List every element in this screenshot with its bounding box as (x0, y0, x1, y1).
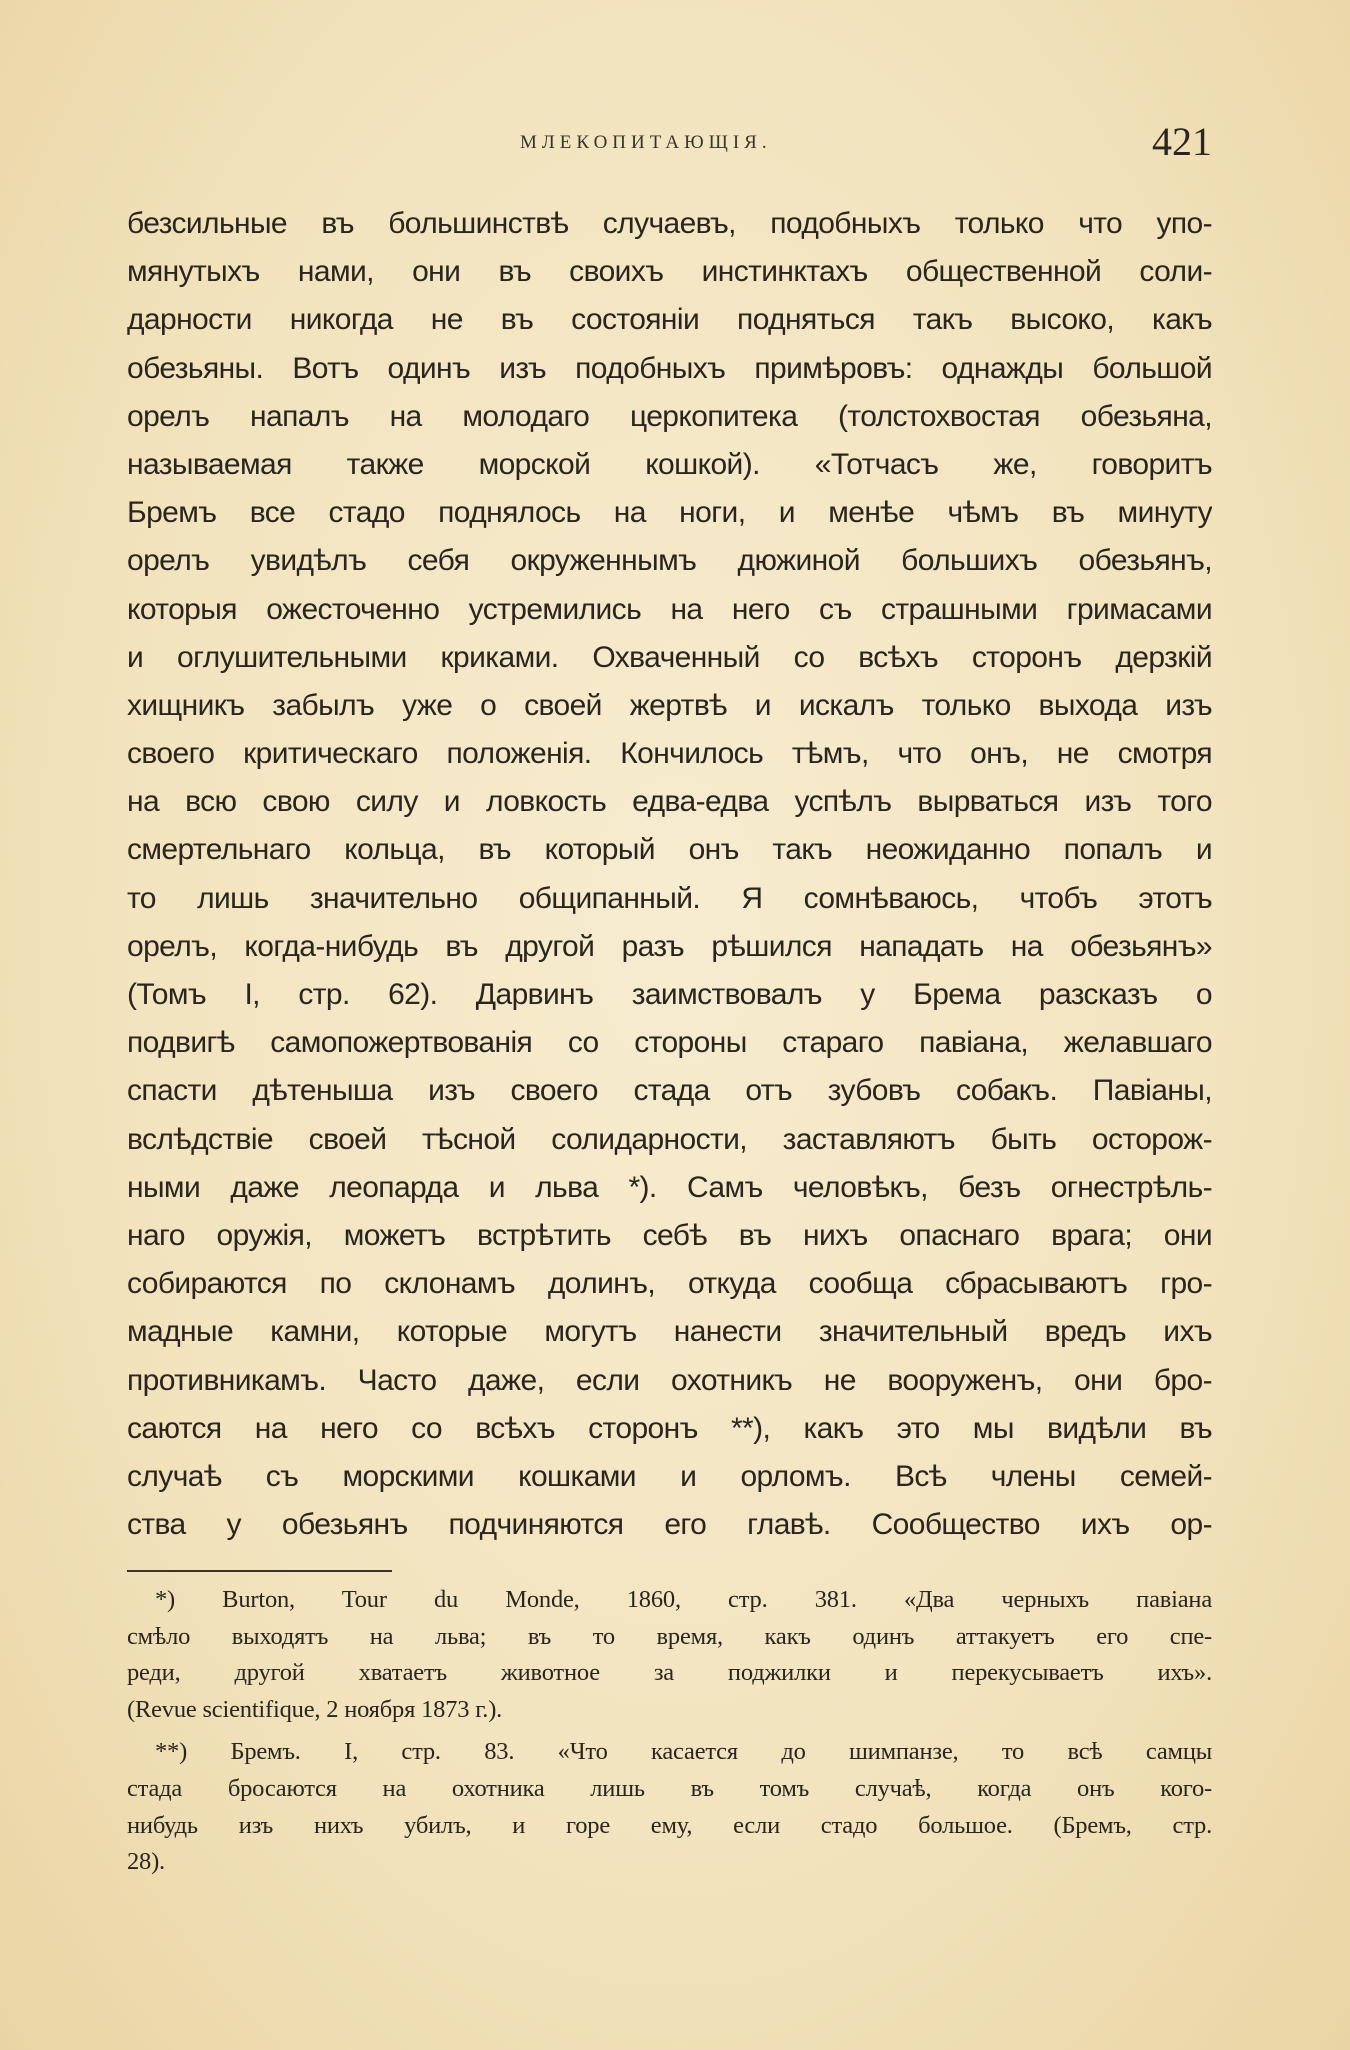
text-line: Бремъ все стадо поднялось на ноги, и менѣе чѣмъ въ минуту (127, 496, 1212, 530)
footnotes (127, 1582, 1212, 1881)
running-title: МЛЕКОПИТАЮЩІЯ. (520, 132, 772, 153)
text-line: ства у обезьянъ подчиняются его главѣ. Сообщество ихъ ор- (127, 1508, 1212, 1542)
text-line: хищникъ забылъ уже о своей жертвѣ и искалъ только выхода изъ (127, 688, 1212, 722)
body-text (127, 200, 1212, 1549)
text-line: противникамъ. Часто даже, если охотникъ не вооруженъ, они бро- (127, 1363, 1212, 1397)
text-line: называемая также морской кошкой). «Тотчасъ же, говоритъ (127, 447, 1212, 481)
footnote-line: нибудь изъ нихъ убилъ, и горе ему, если стадо большое. (Бремъ, стр. (127, 1811, 1212, 1839)
text-line: спасти дѣтеныша изъ своего стада отъ зубовъ собакъ. Павіаны, (127, 1074, 1212, 1108)
text-line: (Томъ I, стр. 62). Дарвинъ заимствовалъ у Брема разсказъ о (127, 978, 1212, 1011)
text-line: и оглушительными криками. Охваченный со всѣхъ сторонъ дерзкій (127, 640, 1212, 674)
footnote-line: 28). (127, 1848, 165, 1876)
text-line: вслѣдствіе своей тѣсной солидарности, заставляютъ быть осторож- (127, 1122, 1212, 1156)
footnote-line: (Revue scientifique, 2 ноября 1873 г.). (127, 1695, 503, 1723)
text-line: на всю свою силу и ловкость едва-едва успѣлъ вырваться изъ того (127, 785, 1212, 819)
footnote-line: смѣло выходятъ на льва; въ то время, какъ одинъ аттакуетъ его спе- (127, 1622, 1212, 1650)
text-line: мянутыхъ нами, они въ своихъ инстинктахъ общественной соли- (127, 255, 1212, 289)
text-line: случаѣ съ морскими кошками и орломъ. Всѣ члены семей- (127, 1459, 1212, 1493)
page-number: 421 (1152, 119, 1212, 164)
text-line: орелъ, когда-нибудь въ другой разъ рѣшился нападать на обезьянъ» (127, 929, 1212, 963)
text-line: которыя ожесточенно устремились на него съ страшными гримасами (127, 592, 1212, 626)
text-line: дарности никогда не въ состояніи подняться такъ высоко, какъ (127, 303, 1212, 337)
text-line: то лишь значительно общипанный. Я сомнѣваюсь, чтобъ этотъ (127, 881, 1212, 915)
footnote-line: **) Бремъ. I, стр. 83. «Что касается до шимпанзе, то всѣ самцы (155, 1738, 1212, 1766)
text-line: саются на него со всѣхъ сторонъ **), какъ это мы видѣли въ (127, 1411, 1212, 1445)
text-line: обезьяны. Вотъ одинъ изъ подобныхъ примѣровъ: однажды большой (127, 351, 1212, 385)
text-line: подвигѣ самопожертвованія со стороны стараго павіана, желавшаго (127, 1026, 1212, 1060)
footnote-line: стада бросаются на охотника лишь въ томъ случаѣ, когда онъ кого- (127, 1774, 1212, 1802)
text-line: ными даже леопарда и льва *). Самъ человѣкъ, безъ огнестрѣль- (127, 1170, 1212, 1204)
text-line: наго оружія, можетъ встрѣтить себѣ въ нихъ опаснаго врага; они (127, 1218, 1212, 1252)
footnote-rule (127, 1570, 392, 1572)
text-line: собираются по склонамъ долинъ, откуда сообща сбрасываютъ гро- (127, 1267, 1212, 1301)
text-line: мадные камни, которые могутъ нанести значительный вредъ ихъ (127, 1315, 1212, 1349)
footnote-line: реди, другой хватаетъ животное за поджилки и перекусываетъ ихъ». (127, 1659, 1212, 1687)
text-line: орелъ увидѣлъ себя окруженнымъ дюжиной большихъ обезьянъ, (127, 544, 1212, 578)
footnote-line: *) Burton, Tour du Monde, 1860, стр. 381. «Два черныхъ павіана (155, 1586, 1212, 1613)
text-line: безсильные въ большинствѣ случаевъ, подобныхъ только что упо- (127, 207, 1212, 240)
text-line: смертельнаго кольца, въ который онъ такъ неожиданно попалъ и (127, 833, 1212, 867)
text-line: своего критическаго положенія. Кончилось тѣмъ, что онъ, не смотря (127, 737, 1212, 771)
text-line: орелъ напалъ на молодаго церкопитека (толстохвостая обезьяна, (127, 399, 1212, 433)
running-head (0, 118, 1350, 168)
